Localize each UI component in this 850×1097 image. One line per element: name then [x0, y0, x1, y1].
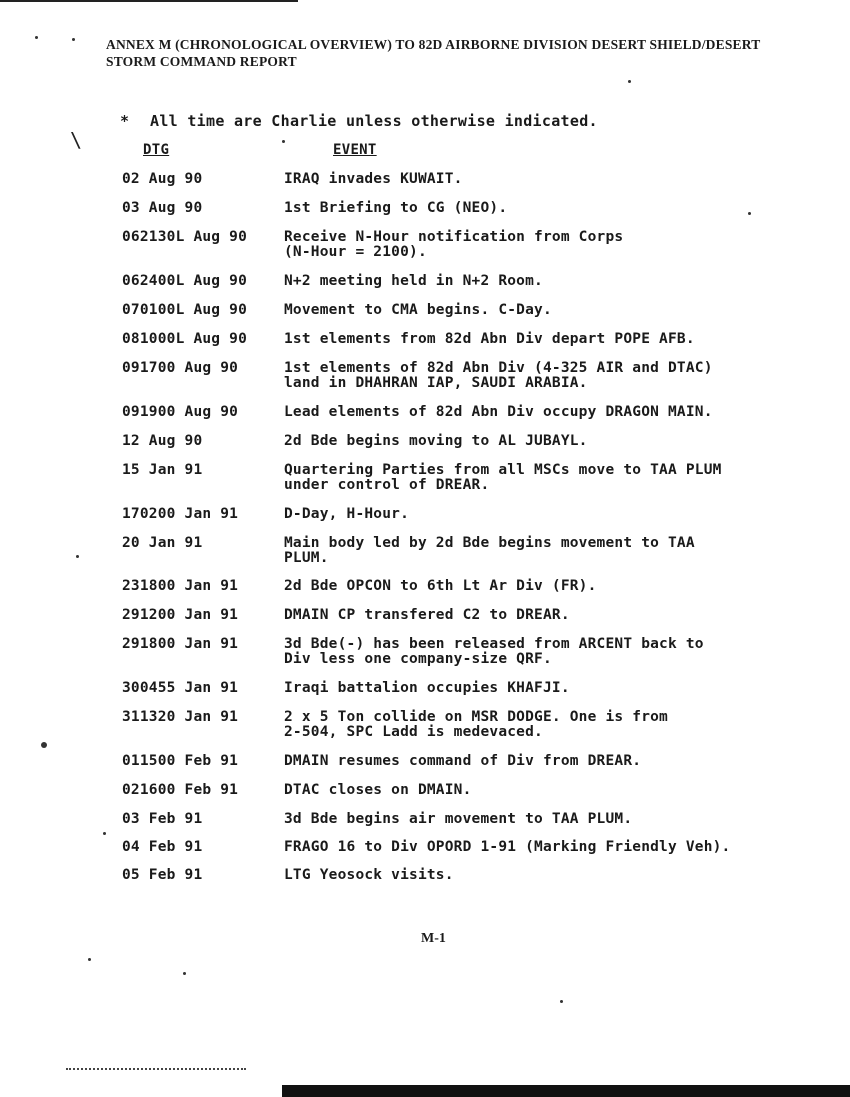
row-event: 3d Bde(-) has been released from ARCENT back to Div less one company-size QRF.	[284, 636, 704, 667]
speck	[72, 38, 75, 41]
row-event: Quartering Parties from all MSCs move to TAA PLUM under control of DREAR.	[284, 462, 722, 493]
speck	[76, 555, 79, 558]
column-header-dtg: DTG	[143, 142, 170, 158]
column-header-event: EVENT	[333, 142, 377, 158]
time-zone-note	[120, 112, 598, 130]
row-event: Receive N-Hour notification from Corps (N-Hour = 2100).	[284, 229, 624, 260]
row-event: 1st Briefing to CG (NEO).	[284, 200, 508, 216]
row-dtg: 070100L Aug 90	[122, 302, 248, 318]
table-row	[122, 868, 822, 896]
row-event: Main body led by 2d Bde begins movement to TAA PLUM.	[284, 535, 695, 566]
row-event: DMAIN CP transfered C2 to DREAR.	[284, 607, 570, 623]
table-row	[122, 783, 822, 812]
row-dtg: 02 Aug 90	[122, 171, 203, 187]
table-row	[122, 405, 822, 434]
table-row	[122, 434, 822, 463]
row-dtg: 231800 Jan 91	[122, 578, 239, 594]
row-event: 2d Bde OPCON to 6th Lt Ar Div (FR).	[284, 578, 597, 594]
row-dtg: 062400L Aug 90	[122, 273, 248, 289]
table-row	[122, 536, 822, 579]
table-row	[122, 303, 822, 332]
table-row	[122, 812, 822, 840]
table-row	[122, 332, 822, 361]
row-dtg: 062130L Aug 90	[122, 229, 248, 245]
speck	[183, 972, 186, 975]
bottom-edge-rule	[282, 1085, 850, 1097]
row-dtg: 011500 Feb 91	[122, 753, 239, 769]
note-text: All time are Charlie unless otherwise indicated.	[150, 112, 598, 130]
row-dtg: 300455 Jan 91	[122, 680, 239, 696]
row-event: N+2 meeting held in N+2 Room.	[284, 273, 543, 289]
annex-header: ANNEX M (CHRONOLOGICAL OVERVIEW) TO 82D AIRBORNE DIVISION DESERT SHIELD/DESERT STORM COMMAND REPORT	[106, 37, 761, 69]
speck	[88, 958, 91, 961]
row-dtg: 081000L Aug 90	[122, 331, 248, 347]
row-dtg: 20 Jan 91	[122, 535, 203, 551]
table-row	[122, 230, 822, 274]
table-row	[122, 463, 822, 507]
note-bullet: *	[120, 112, 130, 130]
speck	[35, 36, 38, 39]
row-dtg: 311320 Jan 91	[122, 709, 239, 725]
speck	[282, 140, 285, 143]
margin-mark: \	[70, 128, 83, 152]
speck	[560, 1000, 563, 1003]
row-event: Iraqi battalion occupies KHAFJI.	[284, 680, 570, 696]
row-event: 1st elements of 82d Abn Div (4-325 AIR and DTAC) land in DHAHRAN IAP, SAUDI ARABIA.	[284, 360, 713, 391]
row-event: 2d Bde begins moving to AL JUBAYL.	[284, 433, 588, 449]
row-dtg: 021600 Feb 91	[122, 782, 239, 798]
table-row	[122, 201, 822, 230]
speck	[41, 742, 47, 748]
table-row	[122, 507, 822, 536]
row-dtg: 291800 Jan 91	[122, 636, 239, 652]
table-row	[122, 754, 822, 783]
row-dtg: 03 Feb 91	[122, 811, 203, 827]
row-event: IRAQ invades KUWAIT.	[284, 171, 463, 187]
chronology-table	[122, 172, 822, 896]
row-dtg: 15 Jan 91	[122, 462, 203, 478]
table-row	[122, 579, 822, 608]
table-row	[122, 637, 822, 681]
table-row	[122, 710, 822, 754]
row-event: DTAC closes on DMAIN.	[284, 782, 472, 798]
table-row	[122, 361, 822, 405]
row-dtg: 170200 Jan 91	[122, 506, 239, 522]
row-dtg: 05 Feb 91	[122, 867, 203, 883]
row-event: D-Day, H-Hour.	[284, 506, 410, 522]
row-dtg: 291200 Jan 91	[122, 607, 239, 623]
page-number: M-1	[421, 931, 446, 946]
table-row	[122, 172, 822, 201]
row-dtg: 12 Aug 90	[122, 433, 203, 449]
speck	[628, 80, 631, 83]
top-edge-rule	[0, 0, 298, 2]
table-row	[122, 608, 822, 637]
table-row	[122, 274, 822, 303]
row-event: 1st elements from 82d Abn Div depart POPE AFB.	[284, 331, 695, 347]
row-dtg: 091900 Aug 90	[122, 404, 239, 420]
row-event: DMAIN resumes command of Div from DREAR.	[284, 753, 642, 769]
row-event: LTG Yeosock visits.	[284, 867, 454, 883]
row-event: 2 x 5 Ton collide on MSR DODGE. One is from 2-504, SPC Ladd is medevaced.	[284, 709, 668, 740]
table-row	[122, 681, 822, 710]
row-dtg: 091700 Aug 90	[122, 360, 239, 376]
speck	[103, 832, 106, 835]
row-dtg: 03 Aug 90	[122, 200, 203, 216]
table-row	[122, 840, 822, 868]
row-dtg: 04 Feb 91	[122, 839, 203, 855]
row-event: FRAGO 16 to Div OPORD 1-91 (Marking Friendly Veh).	[284, 839, 731, 855]
row-event: 3d Bde begins air movement to TAA PLUM.	[284, 811, 633, 827]
scan-artifact-dashes	[66, 1068, 246, 1072]
row-event: Movement to CMA begins. C-Day.	[284, 302, 552, 318]
row-event: Lead elements of 82d Abn Div occupy DRAGON MAIN.	[284, 404, 713, 420]
